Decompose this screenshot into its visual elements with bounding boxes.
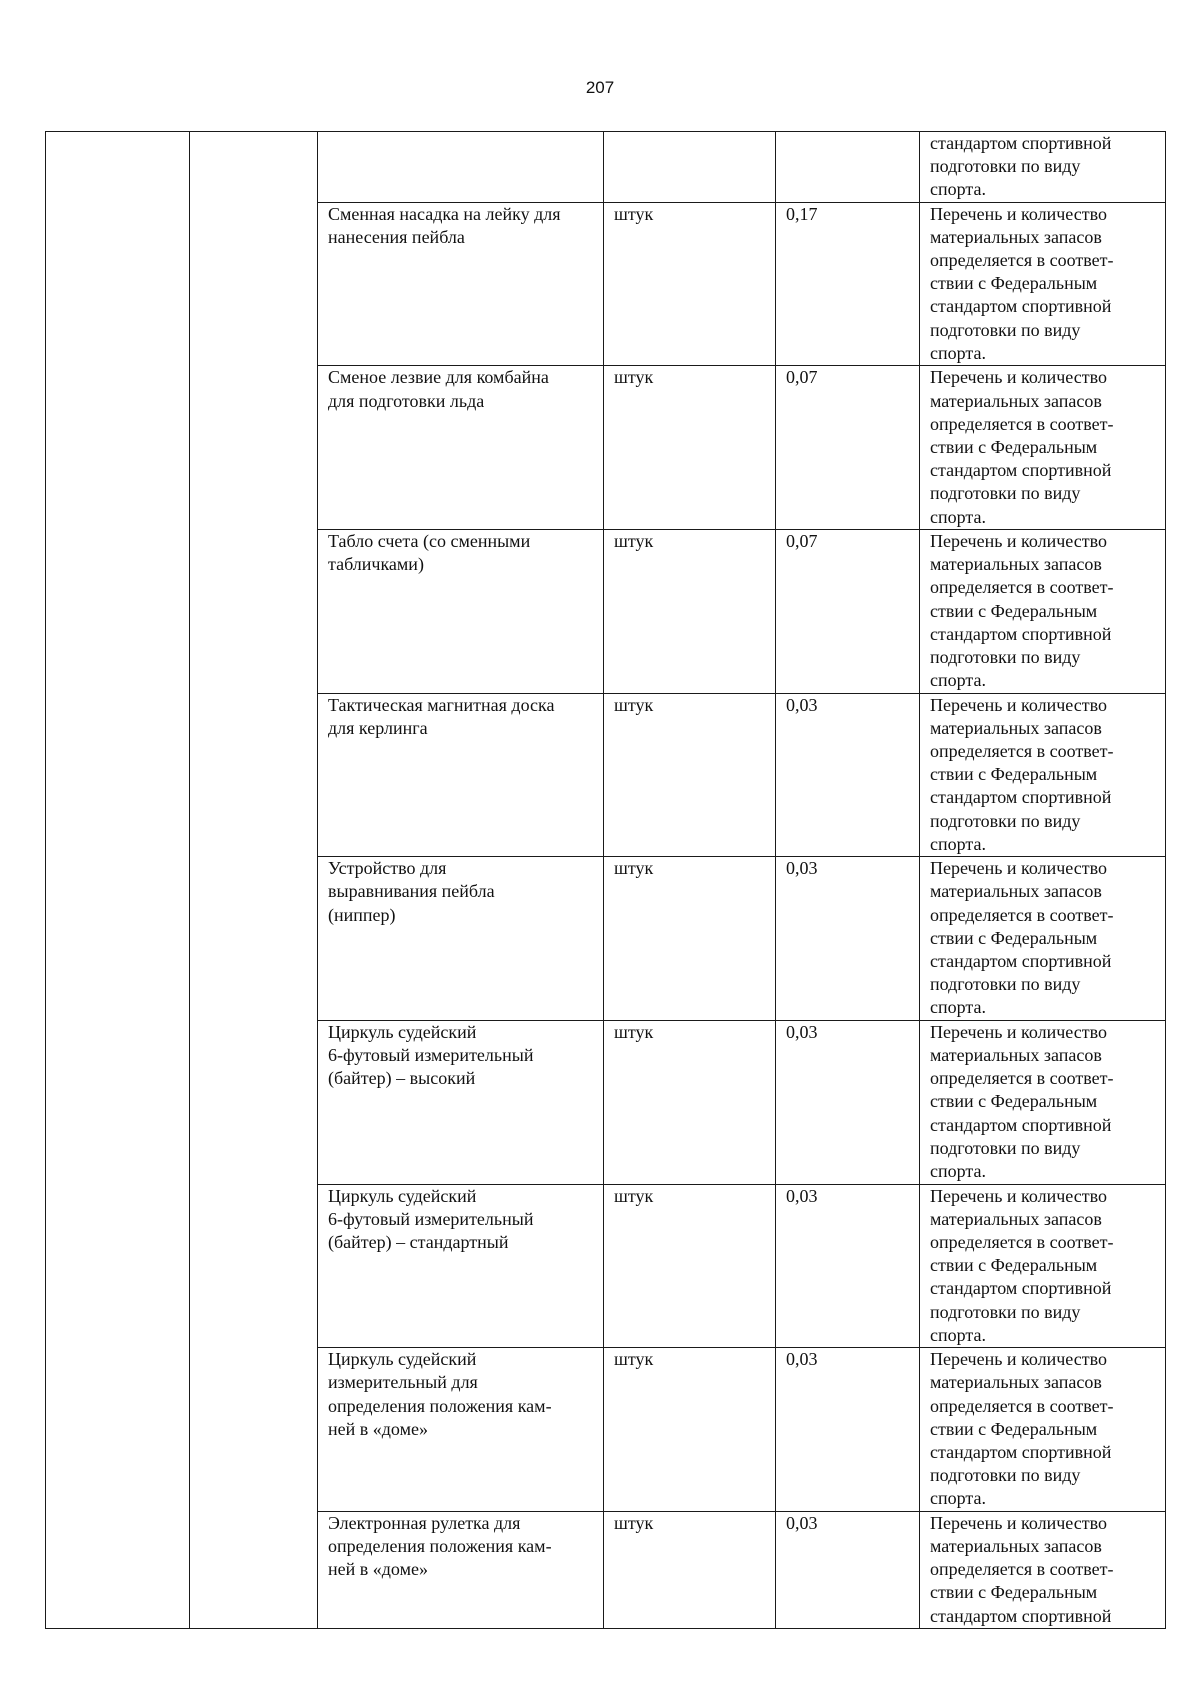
name-cell: Циркуль судейский 6-футовый измерительный (байтер) – высокий xyxy=(318,1020,604,1184)
quantity-cell: 0,03 xyxy=(776,1184,920,1348)
name-cell: Тактическая магнитная доска для керлинга xyxy=(318,693,604,857)
quantity-cell: 0,03 xyxy=(776,857,920,1021)
note-cell: Перечень и количество материальных запасов определяется в соответ- ствии с Федеральным стандартом спортивной подготовки по виду спорта. xyxy=(920,1348,1166,1512)
name-cell: Циркуль судейский 6-футовый измерительный (байтер) – стандартный xyxy=(318,1184,604,1348)
table-row-continuation xyxy=(46,132,1166,203)
name-cell: Электронная рулетка для определения положения кам- ней в «доме» xyxy=(318,1511,604,1628)
note-cell: Перечень и количество материальных запасов определяется в соответ- ствии с Федеральным стандартом спортивной подготовки по виду спорта. xyxy=(920,366,1166,530)
note-cell: Перечень и количество материальных запасов определяется в соответ- ствии с Федеральным стандартом спортивной подготовки по виду спорта. xyxy=(920,202,1166,366)
name-cell xyxy=(318,132,604,203)
note-cell: Перечень и количество материальных запасов определяется в соответ- ствии с Федеральным стандартом спортивной подготовки по виду спорта. xyxy=(920,529,1166,693)
quantity-cell: 0,03 xyxy=(776,1511,920,1628)
note-cell: Перечень и количество материальных запасов определяется в соответ- ствии с Федеральным стандартом спортивной подготовки по виду спорта. xyxy=(920,1184,1166,1348)
unit-cell: штук xyxy=(604,857,776,1021)
unit-cell: штук xyxy=(604,1184,776,1348)
name-cell: Циркуль судейский измерительный для определения положения кам- ней в «доме» xyxy=(318,1348,604,1512)
name-cell: Сменная насадка на лейку для нанесения пейбла xyxy=(318,202,604,366)
note-cell: Перечень и количество материальных запасов определяется в соответ- ствии с Федеральным стандартом спортивной подготовки по виду спорта. xyxy=(920,857,1166,1021)
quantity-cell: 0,03 xyxy=(776,693,920,857)
unit-cell: штук xyxy=(604,202,776,366)
note-cell: Перечень и количество материальных запасов определяется в соответ- ствии с Федеральным стандартом спортивной xyxy=(920,1511,1166,1628)
group-cell xyxy=(190,132,318,1629)
name-cell: Сменое лезвие для комбайна для подготовки льда xyxy=(318,366,604,530)
name-cell: Табло счета (со сменными табличками) xyxy=(318,529,604,693)
unit-cell: штук xyxy=(604,693,776,857)
note-cell: Перечень и количество материальных запасов определяется в соответ- ствии с Федеральным стандартом спортивной подготовки по виду спорта. xyxy=(920,1020,1166,1184)
quantity-cell: 0,07 xyxy=(776,529,920,693)
quantity-cell xyxy=(776,132,920,203)
section-cell xyxy=(46,132,190,1629)
note-cell: стандартом спортивной подготовки по виду спорта. xyxy=(920,132,1166,203)
unit-cell: штук xyxy=(604,366,776,530)
quantity-cell: 0,07 xyxy=(776,366,920,530)
unit-cell: штук xyxy=(604,1020,776,1184)
unit-cell xyxy=(604,132,776,203)
note-cell: Перечень и количество материальных запасов определяется в соответ- ствии с Федеральным стандартом спортивной подготовки по виду спорта. xyxy=(920,693,1166,857)
unit-cell: штук xyxy=(604,529,776,693)
unit-cell: штук xyxy=(604,1511,776,1628)
table-body xyxy=(46,132,1166,1629)
page-number: 207 xyxy=(585,78,615,97)
equipment-table xyxy=(45,131,1166,1629)
unit-cell: штук xyxy=(604,1348,776,1512)
quantity-cell: 0,17 xyxy=(776,202,920,366)
quantity-cell: 0,03 xyxy=(776,1348,920,1512)
quantity-cell: 0,03 xyxy=(776,1020,920,1184)
name-cell: Устройство для выравнивания пейбла (ниппер) xyxy=(318,857,604,1021)
